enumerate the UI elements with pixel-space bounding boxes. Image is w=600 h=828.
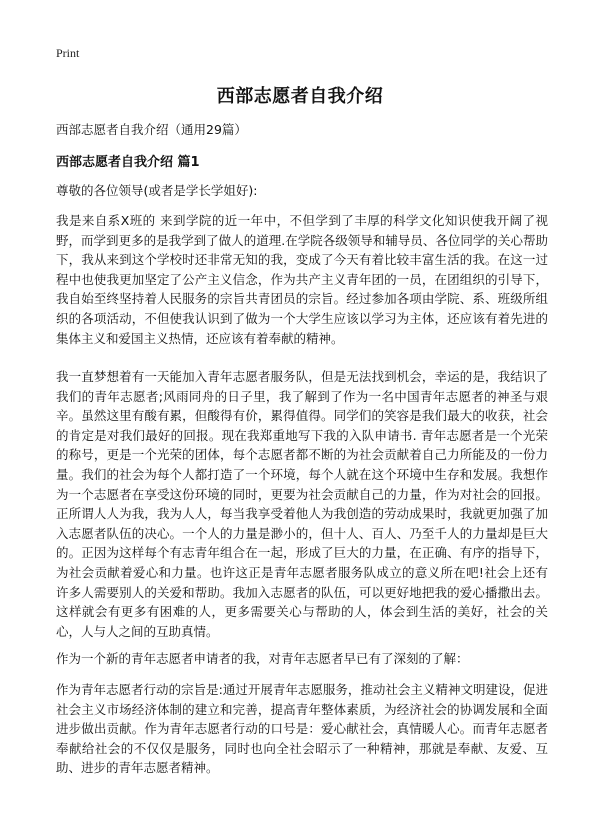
document-title: 西部志愿者自我介绍 <box>216 86 384 107</box>
salutation: 尊敬的各位领导(或者是学长学姐好): <box>56 183 258 198</box>
body-paragraph: 作为青年志愿者行动的宗旨是:通过开展青年志愿服务，推动社会主义精神文明建设，促进社会主义市场经济体制的建立和完善，提高青年整体素质，为经济社会的协调发展和全面进步做出贡献。作为青年志愿者行动的口号是：爱心献社会，真情暖人心。而青年志愿者奉献给社会的不仅仅是服务，同时也向全社会昭示了一种精神，那就是奉献、友爱、互助、进步的青年志愿者精神。 <box>56 682 548 776</box>
section-heading: 西部志愿者自我介绍 篇1 <box>56 155 200 170</box>
body-paragraph: 我一直梦想着有一天能加入青年志愿者服务队，但是无法找到机会，幸运的是，我结识了我们的青年志愿者;风雨同舟的日子里，我了解到了作为一名中国青年志愿者的神圣与艰辛。虽然这里有酸有累，但酸得有价，累得值得。同学们的笑容是我们最大的收获，社会的肯定是对我们最好的回报。现在我郑重地写下我的入队申请书. 青年志愿者是一个光荣的称号，更是一个光荣的团体，每个志愿者都不断的为社会贡献着自己力所能及的一份力量。我们的社会为每个人都打造了一个环境，每个人就在这个环境中生存和发展。我想作为一个志愿者在享受这份环境的同时，更要为社会贡献自己的力量，作为对社会的回报。正所谓人人为我，我为人人，每当我享受着他人为我创造的劳动成果时，我就更加强了加入志愿者队伍的决心。一个人的力量是渺小的，但十人、百人、乃至千人的力量却是巨大的。正因为这样每个有志青年组合在一起，形成了巨大的力量，在正确、有序的指导下，为社会贡献着爱心和力量。也许这正是青年志愿者服务队成立的意义所在吧!社会上还有许多人需要别人的关爱和帮助。我加入志愿者的队伍，可以更好地把我的爱心播撒出去。这样就会有更多有困难的人，更多需要关心与帮助的人，体会到生活的美好，社会的关心，人与人之间的互助真情。 <box>56 369 548 639</box>
body-paragraph: 作为一个新的青年志愿者申请者的我，对青年志愿者早已有了深刻的了解： <box>56 651 469 666</box>
document-subtitle: 西部志愿者自我介绍（通用29篇） <box>56 122 247 137</box>
print-label: Print <box>56 46 80 60</box>
body-paragraph: 我是来自系X班的 来到学院的近一年中，不但学到了丰厚的科学文化知识使我开阔了视野，而学到更多的是我学到了做人的道理.在学院各级领导和辅导员、各位同学的关心帮助下，我从来到这个学校时还非常无知的我，变成了今天有着比较丰富生活的我。在这一过程中也使我更加坚定了公产主义信念，作为共产主义青年团的一员，在团组织的引导下，我自始至终坚持着人民服务的宗旨共青团员的宗旨。经过参加各项由学院、系、班级所组织的各项活动，不但使我认识到了做为一个大学生应该以学习为主体，还应该有着先进的集体主义和爱国主义热情，还应该有着奉献的精神。 <box>56 213 548 346</box>
